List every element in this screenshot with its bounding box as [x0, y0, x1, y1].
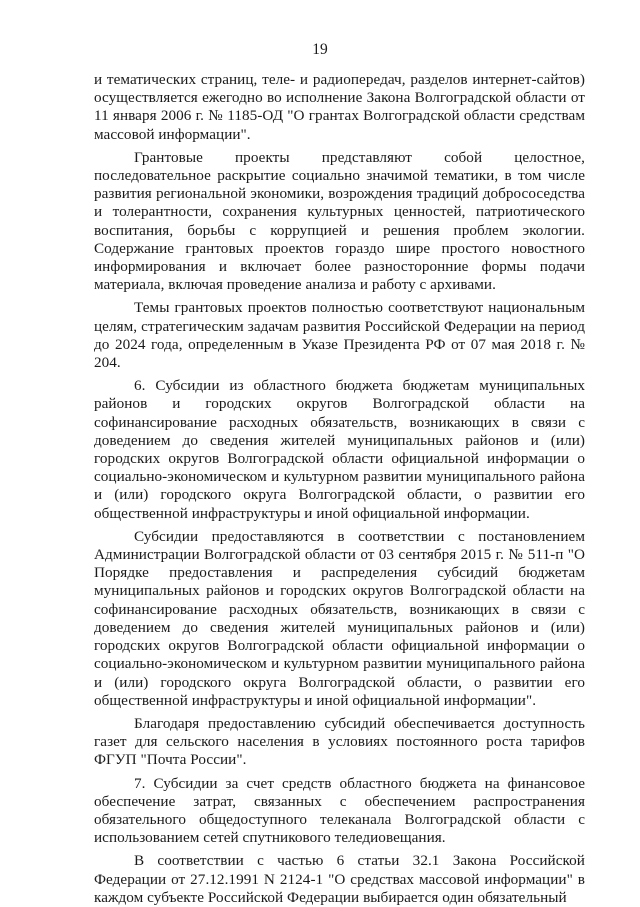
paragraph-item-6: 6. Субсидии из областного бюджета бюджетам муниципальных районов и городских округов Волгоградской области на софинансирование расходных обязательств, возникающих в связи с доведением до сведения жителей муниципальных районов и (или) городских округов Волгоградской области официальной информации о социально-экономическом и культурном развитии муниципального района и (или) городского округа Волгоградской области, о развитии его общественной инфраструктуры и иной официальной информации.	[94, 377, 585, 522]
paragraph-continuation: и тематических страниц, теле- и радиопередач, разделов интернет-сайтов) осуществляется ежегодно во исполнение Закона Волгоградской области от 11 января 2006 г. № 1185-ОД "О грантах Волгоградской области средствам массовой информации".	[94, 71, 585, 143]
paragraph-item-7: 7. Субсидии за счет средств областного бюджета на финансовое обеспечение затрат, связанных с обеспечением распространения обязательного общедоступного телеканала Волгоградской области с использованием сетей спутникового теледиовещания.	[94, 774, 585, 847]
paragraph-subsidies-provision: Субсидии предоставляются в соответствии с постановлением Администрации Волгоградской области от 03 сентября 2015 г. № 511-п "О Порядке предоставления и распределения субсидий бюджетам муниципальных районов и городских округов Волгоградской области на софинансирование расходных обязательств, возникающих в связи с доведением до сведения жителей муниципальных районов и (или) городских округов Волгоградской области официальной информации о социально-экономическом и культурном развитии муниципального района и (или) городского округа Волгоградской области, о развитии его общественной инфраструктуры и иной официальной информации".	[94, 527, 585, 709]
document-body	[94, 71, 585, 907]
page-number: 19	[312, 41, 328, 58]
paragraph-newspaper-access: Благодаря предоставлению субсидий обеспечивается доступность газет для сельского населения в условиях постоянного роста тарифов ФГУП "Почта России".	[94, 714, 585, 769]
paragraph-grant-projects: Грантовые проекты представляют собой целостное, последовательное раскрытие социально значимой тематики, в том числе развития региональной экономики, возрождения традиций добрососедства и толерантности, сохранения культурных ценностей, патриотического воспитания, борьбы с коррупцией и решения проблем экологии. Содержание грантовых проектов гораздо шире простого новостного информирования и включает более разносторонние формы подачи материала, включая проведение анализа и работу с архивами.	[94, 148, 585, 294]
paragraph-media-law: В соответствии с частью 6 статьи 32.1 Закона Российской Федерации от 27.12.1991 N 2124-1 "О средствах массовой информации" в каждом субъекте Российской Федерации выбирается один обязательный	[94, 852, 585, 906]
paragraph-grant-topics: Темы грантовых проектов полностью соответствуют национальным целям, стратегическим задачам развития Российской Федерации на период до 2024 года, определенным в Указе Президента РФ от 07 мая 2018 г. № 204.	[94, 299, 585, 372]
